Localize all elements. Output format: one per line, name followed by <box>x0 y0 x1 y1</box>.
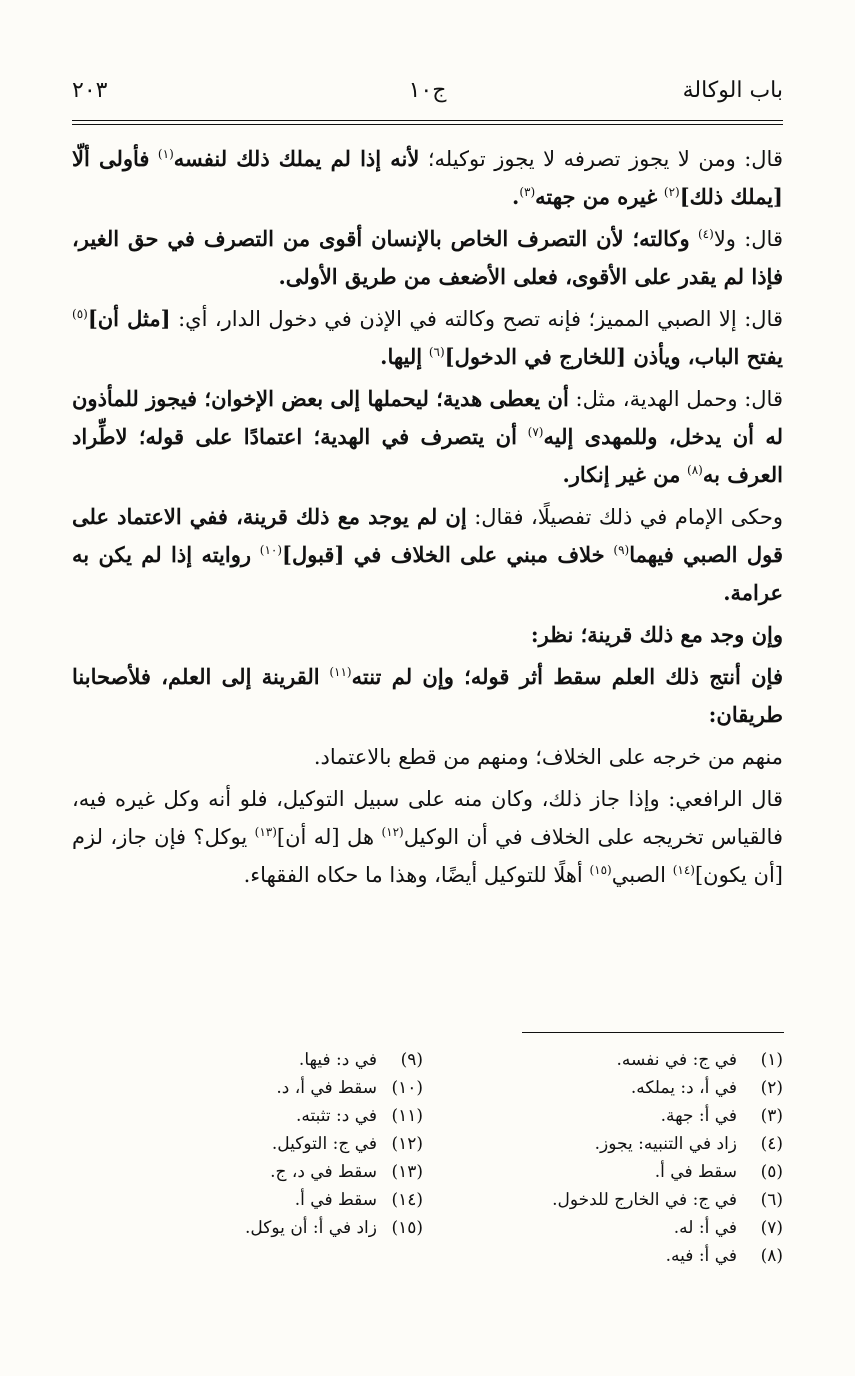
footnote-item: (٥)سقط في أ. <box>654 1162 783 1182</box>
footnote-item: (١٢)في ج: التوكيل. <box>271 1134 423 1154</box>
footnotes-left-column <box>93 1046 423 1242</box>
main-text <box>72 140 783 898</box>
footnote-item: (٤)زاد في التنبيه: يجوز. <box>594 1134 783 1154</box>
footnote-item: (٦)في ج: في الخارج للدخول. <box>552 1190 783 1210</box>
page-number: ٢٠٣ <box>72 78 108 103</box>
header-rule <box>72 120 783 121</box>
chapter-title: باب الوكالة <box>682 78 783 103</box>
paragraph-8: منهم من خرجه على الخلاف؛ ومنهم من قطع بالاعتماد. <box>313 745 783 769</box>
header-rule-thin <box>72 124 783 125</box>
paragraph-3: قال: إلا الصبي المميز؛ فإنه تصح وكالته في الإذن في دخول الدار، أي: [مثل أن]$^{(٥)}$ يفتح الباب، ويأذن [للخارج في الدخول]$^{(٦)}$ إليها. <box>72 306 783 369</box>
paragraph-1: قال: ومن لا يجوز تصرفه لا يجوز توكيله؛ لأنه إذا لم يملك ذلك لنفسه$^{(١)}$ فأولى ألّا [يملك ذلك]$^{(٢)}$ غيره من جهته$^{(٣)}$. <box>72 146 783 209</box>
footnotes-right-column <box>453 1046 783 1270</box>
footnote-item: (١٠)سقط في أ، د. <box>276 1078 423 1098</box>
paragraph-9: قال الرافعي: وإذا جاز ذلك، وكان منه على سبيل التوكيل، فلو أنه وكل غيره فيه، فالقياس تخريجه على الخلاف في أن الوكيل$^{(١٢)}$ هل [له أن]$^{(١٣)}$ يوكل؟ فإن جاز، لزم [أن يكون]$^{(١٤)}$ الصبي$^{(١٥)}$ أهلًا للتوكيل أيضًا، وهذا ما حكاه الفقهاء. <box>72 787 783 887</box>
footnote-separator <box>522 1032 784 1033</box>
footnote-item: (٢)في أ، د: يملكه. <box>630 1078 783 1098</box>
paragraph-2: قال: ولا$^{(٤)}$ وكالته؛ لأن التصرف الخاص بالإنسان أقوى من التصرف في حق الغير، فإذا لم يقدر على الأقوى، فعلى الأضعف من طريق الأولى. <box>72 226 783 289</box>
running-header <box>72 78 783 114</box>
paragraph-6: وإن وجد مع ذلك قرينة؛ نظر: <box>530 622 783 647</box>
paragraph-4: قال: وحمل الهدية، مثل: أن يعطى هدية؛ ليحملها إلى بعض الإخوان؛ فيجوز للمأذون له أن يدخل، وللمهدى إليه$^{(٧)}$ أن يتصرف في الهدية؛ اعتمادًا على قوله؛ لاطِّراد العرف به$^{(٨)}$ من غير إنكار. <box>72 386 783 487</box>
footnote-item: (٨)في أ: فيه. <box>665 1246 783 1266</box>
footnote-item: (١١)في د: تثبته. <box>295 1106 423 1126</box>
footnote-item: (١)في ج: في نفسه. <box>616 1050 783 1070</box>
footnote-item: (١٥)زاد في أ: أن يوكل. <box>245 1218 423 1238</box>
footnote-item: (١٤)سقط في أ. <box>294 1190 423 1210</box>
volume-label: ج١٠ <box>408 78 447 103</box>
footnote-item: (١٣)سقط في د، ج. <box>270 1162 423 1182</box>
paragraph-5: وحكى الإمام في ذلك تفصيلًا، فقال: إن لم يوجد مع ذلك قرينة، ففي الاعتماد على قول الصبي فيهما$^{(٩)}$ خلاف مبني على الخلاف في [قبول]$^{(١٠)}$ روايته إذا لم يكن به عرامة. <box>72 504 783 605</box>
footnote-item: (٣)في أ: جهة. <box>660 1106 783 1126</box>
footnote-item: (٩)في د: فيها. <box>298 1050 423 1070</box>
footnote-item: (٧)في أ: له. <box>673 1218 783 1238</box>
paragraph-7: فإن أنتج ذلك العلم سقط أثر قوله؛ وإن لم تنته$^{(١١)}$ القرينة إلى العلم، فلأصحابنا طريقان: <box>72 664 783 727</box>
